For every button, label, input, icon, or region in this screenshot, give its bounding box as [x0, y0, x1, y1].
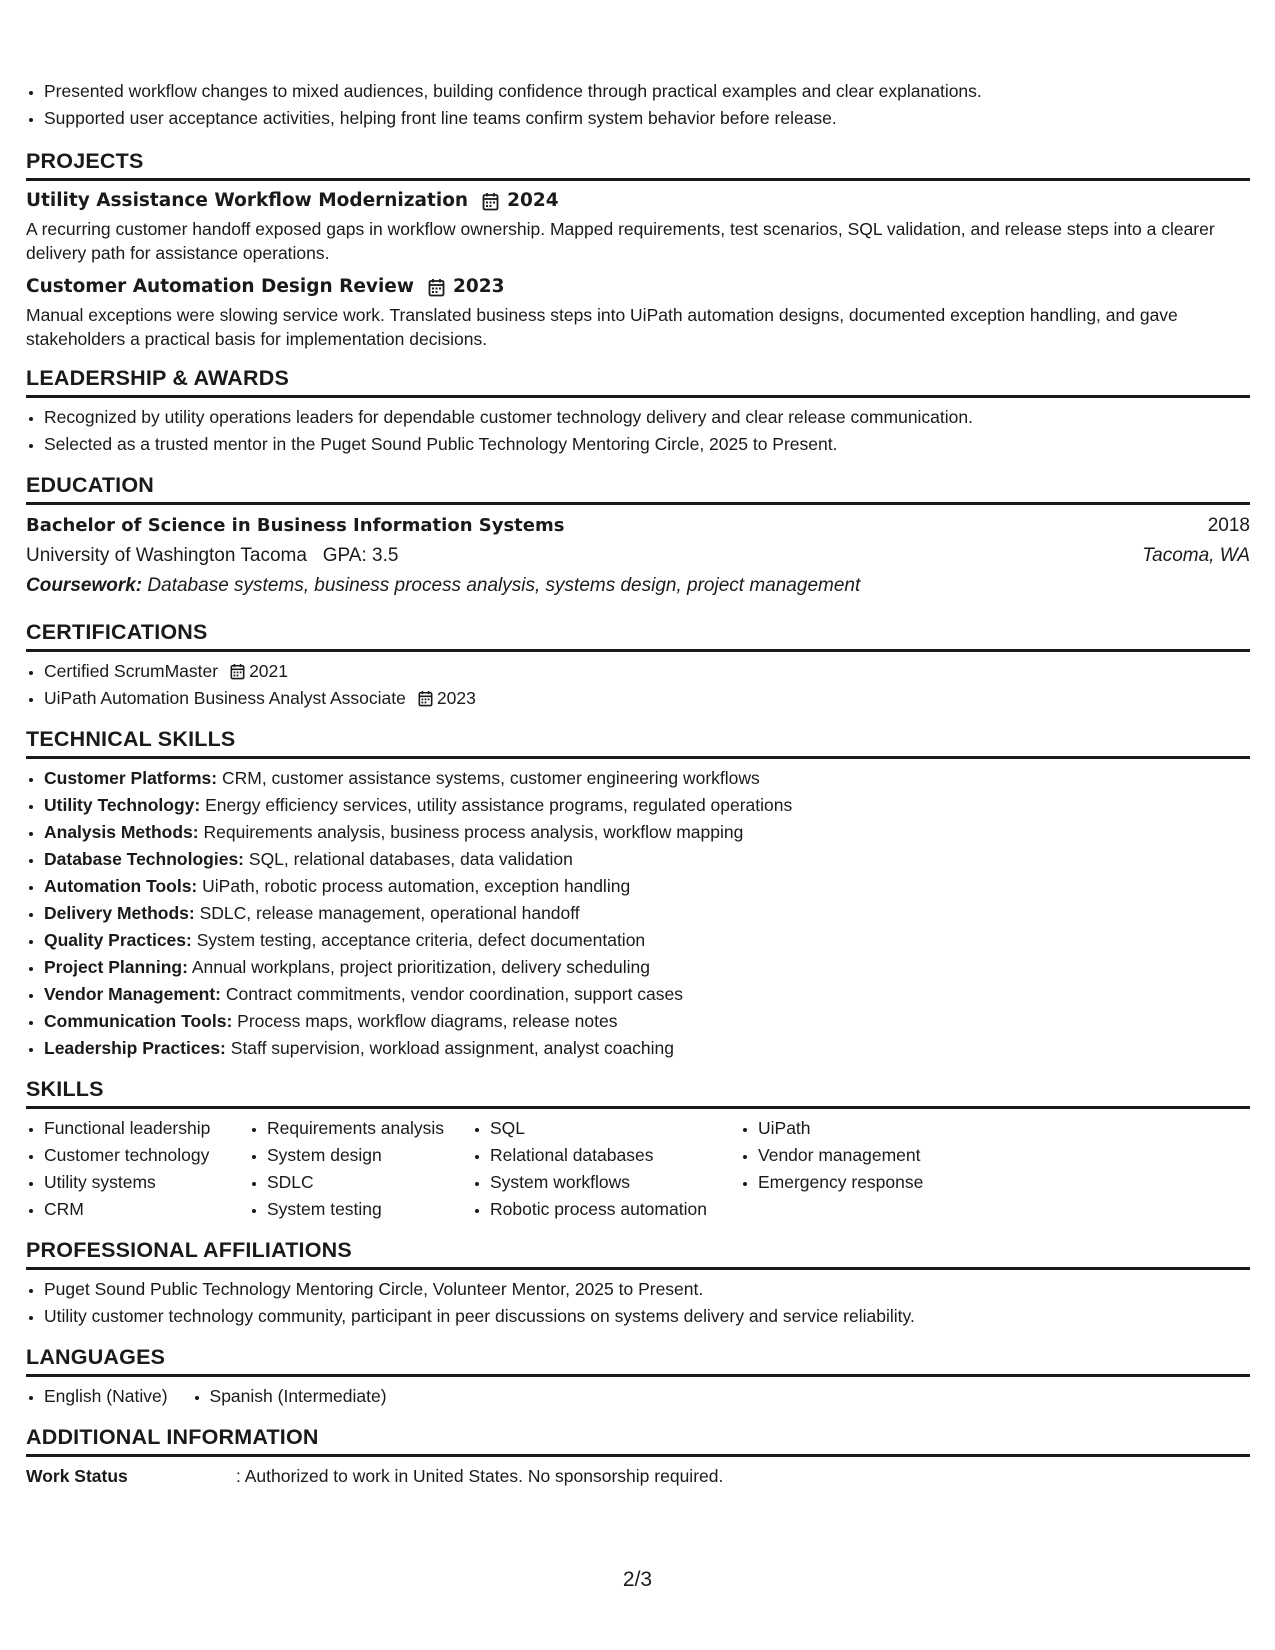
skill-category: Quality Practices: — [44, 930, 192, 950]
leadership-section — [26, 365, 1250, 458]
list-item: • Functional leadership — [44, 1115, 249, 1142]
skill-values: Process maps, workflow diagrams, release notes — [237, 1011, 618, 1031]
work-status-row — [26, 1463, 1250, 1490]
section-title: EDUCATION — [26, 473, 155, 497]
skills-column — [740, 1115, 978, 1223]
skill-values: SDLC, release management, operational handoff — [199, 903, 580, 923]
list-item: • CRM — [44, 1196, 249, 1223]
project-title — [26, 273, 1250, 301]
list-item: • Requirements analysis — [267, 1115, 472, 1142]
list-item: • Utility customer technology community, participant in peer discussions on systems delivery and service reliability. — [44, 1303, 1250, 1330]
school-line — [26, 541, 398, 571]
skill-category: Customer Platforms: — [44, 768, 218, 788]
technical-skills-list — [26, 765, 1250, 1062]
list-item: • Supported user acceptance activities, helping front line teams confirm system behavior before release. — [44, 105, 1250, 132]
affiliations-section — [26, 1237, 1250, 1330]
skill-category: Leadership Practices: — [44, 1038, 226, 1058]
list-item: • Puget Sound Public Technology Mentoring Circle, Volunteer Mentor, 2025 to Present. — [44, 1276, 1250, 1303]
projects-section — [26, 148, 1250, 351]
section-title: LEADERSHIP & AWARDS — [26, 366, 290, 390]
project-description: Manual exceptions were slowing service work. Translated business steps into UiPath automation designs, documented exception handling, and gave stakeholders a practical basis for implementation decisions. — [26, 305, 1178, 349]
list-item — [44, 658, 1250, 685]
section-title: TECHNICAL SKILLS — [26, 727, 236, 751]
list-item — [44, 927, 1250, 954]
skill-category: Vendor Management: — [44, 984, 221, 1004]
skill-category: Automation Tools: — [44, 876, 198, 896]
degree-title: Bachelor of Science in Business Information Systems — [26, 515, 565, 536]
list-item: • English (Native) — [44, 1383, 168, 1410]
skill-values: Annual workplans, project prioritization, delivery scheduling — [191, 957, 650, 977]
list-item: • UiPath — [758, 1115, 978, 1142]
certification-year: 2021 — [249, 661, 289, 681]
languages-section — [26, 1344, 1250, 1410]
work-status-label: Work Status — [26, 1466, 128, 1486]
skills-grid — [26, 1115, 1250, 1223]
list-item — [44, 954, 1250, 981]
list-item — [44, 685, 1250, 712]
calendar-icon — [482, 192, 499, 211]
coursework-label: Coursework: — [26, 575, 143, 596]
gpa: GPA: 3.5 — [322, 545, 399, 566]
skill-category: Delivery Methods: — [44, 903, 195, 923]
section-divider — [26, 1267, 1250, 1270]
certification-name: • UiPath Automation Business Analyst Associate — [44, 688, 406, 708]
certifications-section — [26, 619, 1250, 712]
skill-category: Utility Technology: — [44, 795, 201, 815]
school-name: University of Washington Tacoma — [26, 545, 307, 566]
coursework-line — [26, 571, 1250, 601]
skill-category: Analysis Methods: — [44, 822, 199, 842]
calendar-icon — [230, 663, 245, 680]
list-item — [44, 765, 1250, 792]
technical-skills-section — [26, 726, 1250, 1062]
list-item: • Recognized by utility operations leaders for dependable customer technology delivery and clear release communication. — [44, 404, 1250, 431]
additional-info-section — [26, 1424, 1250, 1490]
section-title: SKILLS — [26, 1077, 104, 1101]
list-item — [44, 900, 1250, 927]
list-item: • System design — [267, 1142, 472, 1169]
section-title: PROJECTS — [26, 149, 144, 173]
skill-values: UiPath, robotic process automation, exception handling — [202, 876, 631, 896]
language-item-wrapper — [26, 1383, 168, 1410]
section-title: PROFESSIONAL AFFILIATIONS — [26, 1238, 352, 1262]
section-divider — [26, 756, 1250, 759]
language-item-wrapper — [192, 1383, 387, 1410]
skill-category: Database Technologies: — [44, 849, 245, 869]
section-divider — [26, 649, 1250, 652]
section-divider — [26, 1374, 1250, 1377]
certifications-list — [26, 658, 1250, 712]
coursework-value: Database systems, business process analysis, systems design, project management — [147, 575, 861, 596]
list-item — [44, 819, 1250, 846]
list-item: • SQL — [490, 1115, 740, 1142]
list-item: • System testing — [267, 1196, 472, 1223]
list-item: • System workflows — [490, 1169, 740, 1196]
list-item — [44, 792, 1250, 819]
affiliations-list — [26, 1276, 1250, 1330]
section-divider — [26, 502, 1250, 505]
skill-values: CRM, customer assistance systems, customer engineering workflows — [221, 768, 760, 788]
list-item — [44, 846, 1250, 873]
resume-page — [26, 78, 1250, 1490]
section-divider — [26, 1454, 1250, 1457]
list-item — [44, 1008, 1250, 1035]
page-number: 2/3 — [622, 1568, 653, 1591]
list-item: • Emergency response — [758, 1169, 978, 1196]
calendar-icon — [418, 690, 433, 707]
skill-values: SQL, relational databases, data validation — [248, 849, 573, 869]
section-divider — [26, 395, 1250, 398]
calendar-icon — [428, 278, 445, 297]
skill-category: Project Planning: — [44, 957, 188, 977]
list-item — [44, 1035, 1250, 1062]
list-item — [44, 981, 1250, 1008]
list-item: • Relational databases — [490, 1142, 740, 1169]
list-item: • Spanish (Intermediate) — [210, 1383, 387, 1410]
skill-values: Contract commitments, vendor coordination, support cases — [225, 984, 684, 1004]
certification-name: • Certified ScrumMaster — [44, 661, 219, 681]
list-item: • SDLC — [267, 1169, 472, 1196]
project-year: 2024 — [507, 190, 559, 211]
list-item: • Customer technology — [44, 1142, 249, 1169]
project-name: Utility Assistance Workflow Modernization — [26, 190, 469, 211]
school-location: Tacoma, WA — [1142, 545, 1250, 566]
languages-row — [26, 1383, 1250, 1410]
education-school-row — [26, 541, 1250, 571]
list-item: • Presented workflow changes to mixed audiences, building confidence through practical examples and clear explanations. — [44, 78, 1250, 105]
education-section — [26, 472, 1250, 601]
education-header-row — [26, 511, 1250, 541]
project-description: A recurring customer handoff exposed gaps in workflow ownership. Mapped requirements, test scenarios, SQL validation, and release steps into a clearer delivery path for assistance operations. — [26, 219, 1215, 263]
skill-values: Requirements analysis, business process analysis, workflow mapping — [203, 822, 744, 842]
experience-bullets — [26, 78, 1250, 132]
list-item: • Selected as a trusted mentor in the Puget Sound Public Technology Mentoring Circle, 2025 to Present. — [44, 431, 1250, 458]
graduation-date: 2018 — [1207, 515, 1250, 536]
project-name: Customer Automation Design Review — [26, 276, 414, 297]
section-title: LANGUAGES — [26, 1345, 166, 1369]
skill-values: System testing, acceptance criteria, defect documentation — [196, 930, 646, 950]
skills-column — [26, 1115, 249, 1223]
list-item — [44, 873, 1250, 900]
skill-values: Energy efficiency services, utility assistance programs, regulated operations — [205, 795, 793, 815]
section-title: ADDITIONAL INFORMATION — [26, 1425, 319, 1449]
list-item: • Robotic process automation — [490, 1196, 740, 1223]
skills-column — [472, 1115, 740, 1223]
section-title: CERTIFICATIONS — [26, 620, 208, 644]
work-status-value: : Authorized to work in United States. No sponsorship required. — [236, 1466, 724, 1486]
skills-section — [26, 1076, 1250, 1223]
skill-values: Staff supervision, workload assignment, analyst coaching — [230, 1038, 675, 1058]
skills-column — [249, 1115, 472, 1223]
certification-year: 2023 — [436, 688, 476, 708]
project-year: 2023 — [452, 276, 505, 297]
section-divider — [26, 1106, 1250, 1109]
section-divider — [26, 178, 1250, 181]
list-item: • Utility systems — [44, 1169, 249, 1196]
leadership-list — [26, 404, 1250, 458]
project-title — [26, 187, 1250, 215]
skill-category: Communication Tools: — [44, 1011, 233, 1031]
list-item: • Vendor management — [758, 1142, 978, 1169]
